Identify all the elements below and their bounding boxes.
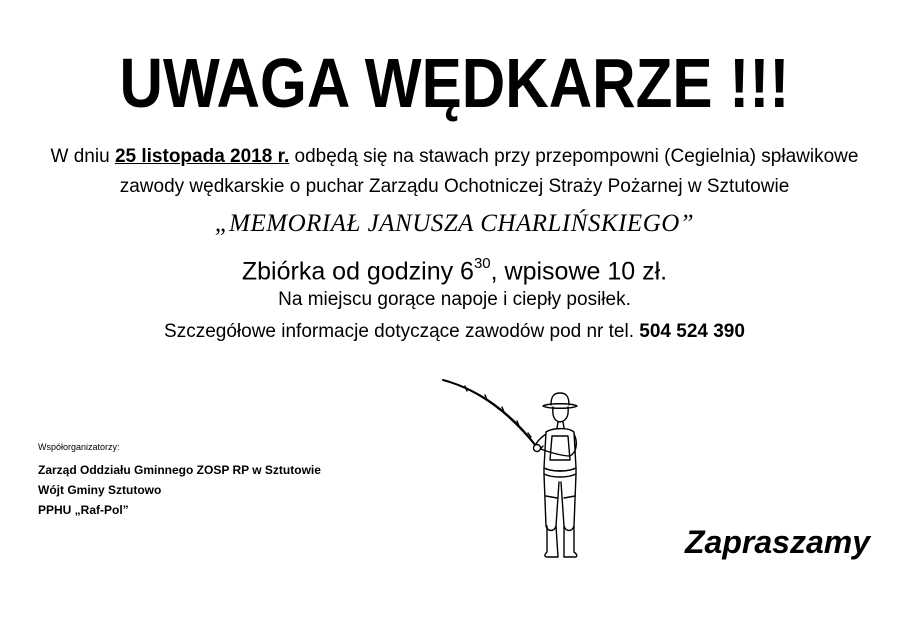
gathering-text: Zbiórka od godziny 6 bbox=[241, 257, 474, 286]
invitation-text: Zapraszamy bbox=[685, 524, 870, 560]
entry-fee-text: , wpisowe 10 zł. bbox=[490, 257, 668, 286]
memorial-title: „MEMORIAŁ JANUSZA CHARLIŃSKIEGO” bbox=[214, 210, 695, 237]
event-date: 25 listopada 2018 r. bbox=[114, 146, 290, 167]
coorganizer-item: Wójt Gminy Sztutowo bbox=[38, 483, 162, 497]
fisherman-with-rod-icon bbox=[440, 376, 590, 566]
coorganizer-item: Zarząd Oddziału Gminnego ZOSP RP w Sztutowie bbox=[38, 463, 321, 477]
food-line: Na miejscu gorące napoje i ciepły posiłek. bbox=[278, 289, 631, 310]
gathering-line bbox=[0, 249, 909, 288]
date-line bbox=[0, 144, 909, 170]
competition-line: zawody wędkarskie o puchar Zarządu Ochotniczej Straży Pożarnej w Sztutowie bbox=[119, 176, 790, 197]
page-title: UWAGA WĘDKARZE !!! bbox=[119, 44, 790, 122]
info-line bbox=[0, 319, 909, 345]
date-line-intro: W dniu bbox=[50, 146, 115, 167]
coorganizers-block bbox=[38, 441, 321, 520]
coorganizers-label: Współorganizatorzy: bbox=[38, 442, 120, 452]
phone-number: 504 524 390 bbox=[639, 321, 745, 342]
coorganizer-item: PPHU „Raf-Pol” bbox=[38, 503, 129, 517]
date-line-rest: odbędą się na stawach przy przepompowni (Cegielnia) spławikowe bbox=[289, 146, 859, 167]
gathering-minutes: 30 bbox=[473, 255, 491, 272]
info-text: Szczegółowe informacje dotyczące zawodów pod nr tel. bbox=[164, 321, 640, 342]
